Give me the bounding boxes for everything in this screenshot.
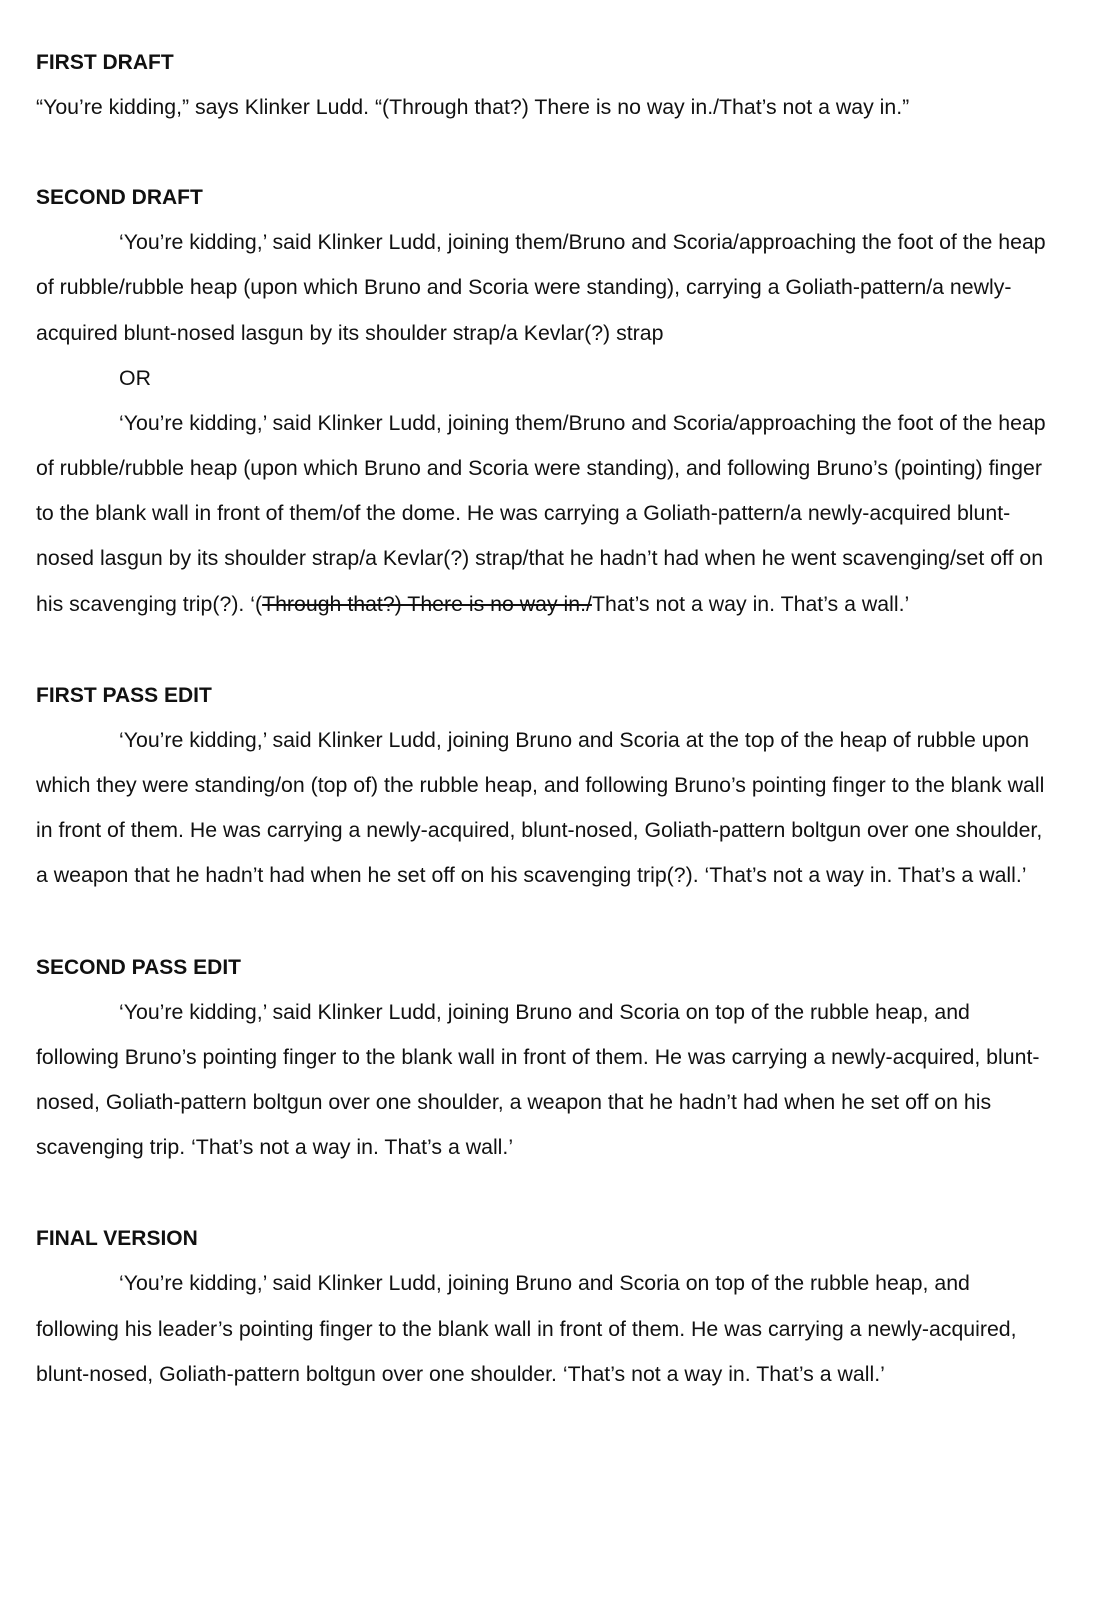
- first-draft-section: [36, 40, 1051, 130]
- second-draft-section: [36, 175, 1051, 627]
- second-draft-or: OR: [119, 365, 151, 390]
- final-version-section: [36, 1216, 1051, 1397]
- second-draft-heading: SECOND DRAFT: [36, 186, 203, 210]
- second-draft-paragraph-2: [36, 401, 1051, 627]
- second-pass-edit-heading: SECOND PASS EDIT: [36, 955, 241, 979]
- section-spacer: [36, 130, 1051, 175]
- final-version-text: ‘You’re kidding,’ said Klinker Ludd, joining Bruno and Scoria on top of the rubble heap, and following his leader’s pointing finger to the blank wall in front of them. He was carrying a newly-acquired, blunt-nosed, Goliath-pattern boltgun over one shoulder. ‘That’s not a way in. That’s a wall.’: [36, 1271, 1017, 1386]
- first-pass-edit-heading: FIRST PASS EDIT: [36, 683, 212, 707]
- second-draft-paragraph-2-text: ‘You’re kidding,’ said Klinker Ludd, joining them/Bruno and Scoria/approaching the foot of the heap of rubble/rubble heap (upon which Bruno and Scoria were standing), and following Bruno’s (pointing) finger to the blank wall in front of them/of the dome. He was carrying a Goliath-pattern/a newly-acquired blunt-nosed lasgun by its shoulder strap/a Kevlar(?) strap/that he hadn’t had when he went scavenging/set off on his scavenging trip(?). ‘(: [36, 410, 1046, 616]
- second-pass-edit-text: ‘You’re kidding,’ said Klinker Ludd, joining Bruno and Scoria on top of the rubble heap, and following Bruno’s pointing finger to the blank wall in front of them. He was carrying a newly-acquired, blunt-nosed, Goliath-pattern boltgun over one shoulder, a weapon that he hadn’t had when he set off on his scavenging trip. ‘That’s not a way in. That’s a wall.’: [36, 999, 1040, 1160]
- first-draft-text: “You’re kidding,” says Klinker Ludd. “(Through that?) There is no way in./That’s not a way in.”: [36, 95, 910, 119]
- second-draft-paragraph-2-end: That’s not a way in. That’s a wall.’: [591, 591, 910, 616]
- document-page: [36, 40, 1051, 1397]
- final-version-heading: FINAL VERSION: [36, 1227, 198, 1251]
- section-spacer: [36, 899, 1051, 945]
- struck-through-text: Through that?) There is no way in./: [262, 591, 592, 616]
- first-pass-edit-section: [36, 673, 1051, 899]
- first-draft-heading: FIRST DRAFT: [36, 51, 174, 74]
- second-pass-edit-section: [36, 945, 1051, 1171]
- section-spacer: [36, 1170, 1051, 1216]
- first-pass-edit-text: ‘You’re kidding,’ said Klinker Ludd, joining Bruno and Scoria at the top of the heap of rubble upon which they were standing/on (top of) the rubble heap, and following Bruno’s pointing finger to the blank wall in front of them. He was carrying a newly-acquired, blunt-nosed, Goliath-pattern boltgun over one shoulder, a weapon that he hadn’t had when he set off on his scavenging trip(?). ‘That’s not a way in. That’s a wall.’: [36, 727, 1045, 888]
- second-draft-paragraph-1: ‘You’re kidding,’ said Klinker Ludd, joining them/Bruno and Scoria/approaching the foot of the heap of rubble/rubble heap (upon which Bruno and Scoria were standing), carrying a Goliath-pattern/a newly-acquired blunt-nosed lasgun by its shoulder strap/a Kevlar(?) strap: [36, 230, 1046, 345]
- section-spacer: [36, 627, 1051, 673]
